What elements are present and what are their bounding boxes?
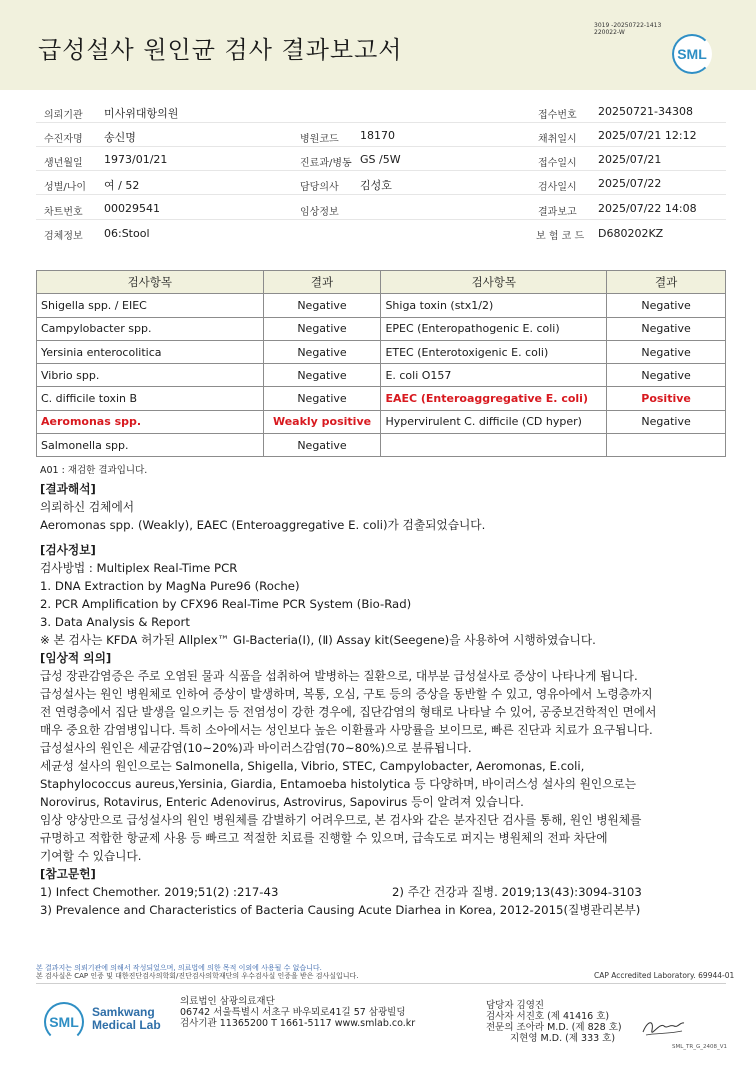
method-line: 2. PCR Amplification by CFX96 Real-Time PCR System (Bio-Rad) [40, 597, 412, 611]
test-item: Shiga toxin (stx1/2) [381, 294, 607, 317]
test-result-positive: Weakly positive [263, 410, 381, 433]
table-row [37, 317, 726, 340]
interpretation-section [40, 480, 485, 534]
clinical-line: 임상 양상만으로 급성설사의 원인 병원체를 감별하기 어려우므로, 본 검사와 같은 분자진단 검사를 통해, 원인 병원체를 [40, 813, 642, 827]
column-header-result: 결과 [607, 271, 726, 294]
method-line: 검사방법 : Multiplex Real-Time PCR [40, 561, 238, 575]
birth-label: 생년월일 [44, 158, 83, 169]
sex-age-value: 여 / 52 [104, 179, 140, 192]
address-line: 검사기관 11365200 T 1661-5117 www.smlab.co.kr [180, 1018, 416, 1029]
test-result: Negative [263, 387, 381, 410]
references-heading: [참고문헌] [40, 867, 96, 881]
report-date-label: 결과보고 [538, 207, 577, 218]
test-result: Negative [607, 340, 726, 363]
test-date-label: 검사일시 [538, 182, 577, 193]
sml-lab-logo-text: SML [49, 1014, 79, 1030]
retest-note: A01 : 재검한 결과입니다. [40, 465, 148, 476]
clinical-line: 세균성 설사의 원인으로는 Salmonella, Shigella, Vibrio, STEC, Campylobacter, Aeromonas, E.coli, [40, 759, 585, 773]
report-date-value: 2025/07/22 14:08 [598, 202, 697, 215]
receipt-date-label: 접수일시 [538, 158, 577, 169]
test-item: ETEC (Enterotoxigenic E. coli) [381, 340, 607, 363]
address-line: 06742 서울특별시 서초구 바우뫼로41길 57 삼광빌딩 [180, 1007, 406, 1018]
test-result: Negative [263, 340, 381, 363]
clinical-line: 급성설사의 원인은 세균감염(10~20%)과 바이러스감염(70~80%)으로 분류됩니다. [40, 741, 472, 755]
clinical-heading: [임상적 의의] [40, 651, 112, 665]
test-item: Salmonella spp. [37, 434, 264, 457]
sex-age-label: 성별/나이 [44, 182, 87, 193]
footer-divider [36, 983, 726, 984]
lab-name-line: Samkwang [92, 1005, 155, 1019]
references-row [40, 883, 656, 901]
address-line: 의료법인 삼광의료재단 [180, 996, 275, 1007]
test-result: Negative [263, 294, 381, 317]
staff-line: 전문의 조아라 M.D. (제 828 호) [486, 1022, 622, 1033]
test-item: EPEC (Enteropathogenic E. coli) [381, 317, 607, 340]
staff-line: 지현영 M.D. (제 333 호) [510, 1033, 616, 1044]
recipient-value: 송신명 [104, 131, 136, 144]
reference-item: 2) 주간 건강과 질병. 2019;13(43):3094-3103 [392, 885, 642, 899]
info-divider [36, 122, 726, 123]
clinical-line: 규명하고 적합한 항균제 사용 등 빠르고 적절한 치료를 진행할 수 있으며, 급속도로 퍼지는 병원체의 전파 차단에 [40, 831, 608, 845]
method-line: ※ 본 검사는 KFDA 허가된 Allplex™ GI-Bacteria(Ⅰ), (Ⅱ) Assay kit(Seegene)을 사용하여 시행하였습니다. [40, 633, 596, 647]
clinical-section [40, 649, 656, 919]
requesting-org-label: 의뢰기관 [44, 110, 83, 121]
document-code [594, 22, 661, 36]
info-divider [36, 170, 726, 171]
table-row [37, 294, 726, 317]
footer-notice: 본 결과지는 의뢰기관에 의해서 작성되었으며, 의료법에 의한 목적 이외에 사용될 수 없습니다. [36, 964, 322, 972]
method-heading: [검사정보] [40, 543, 96, 557]
lab-address [180, 996, 415, 1029]
test-result: Negative [607, 410, 726, 433]
test-item: E. coli O157 [381, 364, 607, 387]
specimen-value: 06:Stool [104, 227, 150, 240]
collection-date-value: 2025/07/21 12:12 [598, 129, 697, 142]
birth-value: 1973/01/21 [104, 153, 168, 166]
dept-value: GS /5W [360, 153, 401, 166]
test-result: Negative [607, 294, 726, 317]
test-item-positive: Aeromonas spp. [37, 410, 264, 433]
table-header-row [37, 271, 726, 294]
test-item: Vibrio spp. [37, 364, 264, 387]
sml-logo-text: SML [677, 46, 707, 62]
reference-item: 1) Infect Chemother. 2019;51(2) :217-43 [40, 885, 279, 899]
table-row [37, 364, 726, 387]
clinical-line: 매우 중요한 감염병입니다. 특히 소아에서는 성인보다 높은 이환률과 사망률을 보이므로, 빠른 진단과 치료가 요구됩니다. [40, 723, 653, 737]
column-header-test-item: 검사항목 [381, 271, 607, 294]
lab-name [92, 1006, 161, 1032]
table-row [37, 340, 726, 363]
test-item: Shigella spp. / EIEC [37, 294, 264, 317]
interpretation-heading: [결과해석] [40, 482, 96, 496]
lab-name-line: Medical Lab [92, 1018, 161, 1032]
info-divider [36, 194, 726, 195]
interpretation-line: 의뢰하신 검체에서 [40, 500, 135, 514]
footer-notice: 본 검사실은 CAP 인증 및 대한진단검사의학회/진단검사의학재단의 우수검사실 인증을 받은 검사실입니다. [36, 972, 359, 980]
info-divider [36, 219, 726, 220]
test-result-positive: Positive [607, 387, 726, 410]
test-result: Negative [607, 317, 726, 340]
test-result: Negative [607, 364, 726, 387]
test-date-value: 2025/07/22 [598, 177, 662, 190]
test-item: Campylobacter spp. [37, 317, 264, 340]
test-item [381, 434, 607, 457]
clinical-line: 급성설사는 원인 병원체로 인하여 증상이 발생하며, 복통, 오심, 구토 등의 증상을 동반할 수 있고, 영유아에서 노령층까지 [40, 687, 653, 701]
clinical-info-label: 임상정보 [300, 207, 339, 218]
test-item: C. difficile toxin B [37, 387, 264, 410]
test-result: Negative [263, 364, 381, 387]
document-code-line-2: 220022-W [594, 29, 625, 36]
dept-label: 진료과/병동 [300, 158, 352, 169]
receipt-date-value: 2025/07/21 [598, 153, 662, 166]
signature-icon [640, 1014, 686, 1040]
doctor-label: 담당의사 [300, 182, 339, 193]
receipt-no-value: 20250721-34308 [598, 105, 693, 118]
chart-no-label: 차트번호 [44, 207, 83, 218]
chart-no-value: 00029541 [104, 202, 160, 215]
sml-lab-logo-icon [44, 1002, 84, 1042]
staff-line: 검사자 서진호 (제 41416 호) [486, 1011, 610, 1022]
clinical-line: 전 연령층에서 집단 발생을 일으키는 등 전염성이 강한 경우에, 집단감염의 형태로 나타날 수 있어, 공중보건학적인 면에서 [40, 705, 657, 719]
hospital-code-value: 18170 [360, 129, 395, 142]
column-header-result: 결과 [263, 271, 381, 294]
results-table [36, 270, 726, 457]
test-result: Negative [263, 317, 381, 340]
insurance-code-label: 보 험 코 드 [536, 231, 585, 242]
clinical-line: Norovirus, Rotavirus, Enteric Adenovirus, Astrovirus, Sapovirus 등이 알려져 있습니다. [40, 795, 524, 809]
table-row [37, 434, 726, 457]
clinical-line: 기여할 수 있습니다. [40, 849, 142, 863]
method-line: 1. DNA Extraction by MagNa Pure96 (Roche) [40, 579, 300, 593]
staff-line: 담당자 김영진 [486, 1000, 545, 1011]
method-line: 3. Data Analysis & Report [40, 615, 190, 629]
table-row [37, 387, 726, 410]
doctor-value: 김성호 [360, 179, 392, 192]
interpretation-line: Aeromonas spp. (Weakly), EAEC (Enteroaggregative E. coli)가 검출되었습니다. [40, 518, 486, 532]
clinical-line: Staphylococcus aureus,Yersinia, Giardia, Entamoeba histolytica 등 다양하며, 바이러스성 설사의 원인으로는 [40, 777, 637, 791]
report-title: 급성설사 원인균 검사 결과보고서 [38, 36, 403, 64]
test-item-positive: EAEC (Enteroaggregative E. coli) [381, 387, 607, 410]
info-divider [36, 146, 726, 147]
test-result: Negative [263, 434, 381, 457]
reference-item: 3) Prevalence and Characteristics of Bacteria Causing Acute Diarhea in Korea, 2012-2015(질병관리본부) [40, 903, 641, 917]
collection-date-label: 채취일시 [538, 134, 577, 145]
requesting-org-value: 미사위대항의원 [104, 107, 179, 120]
clinical-line: 급성 장관감염증은 주로 오염된 물과 식품을 섭취하여 발병하는 질환으로, 대부분 급성설사로 증상이 나타나게 됩니다. [40, 669, 638, 683]
test-item: Yersinia enterocolitica [37, 340, 264, 363]
table-row [37, 410, 726, 433]
specimen-label: 검체정보 [44, 231, 83, 242]
recipient-label: 수진자명 [44, 134, 83, 145]
document-code-line-1: 3019 -20250722-1413 [594, 22, 662, 29]
insurance-code-value: D680202KZ [598, 227, 664, 240]
report-header [0, 0, 756, 90]
test-result [607, 434, 726, 457]
receipt-no-label: 접수번호 [538, 110, 577, 121]
cap-accreditation: CAP Accredited Laboratory. 69944-01 [594, 971, 735, 980]
hospital-code-label: 병원코드 [300, 134, 339, 145]
test-item: Hypervirulent C. difficile (CD hyper) [381, 410, 607, 433]
staff-list [486, 1000, 622, 1044]
method-section [40, 541, 596, 649]
form-code: SML_TR_G_2408_V1 [672, 1044, 728, 1050]
sml-logo-icon [672, 34, 712, 74]
column-header-test-item: 검사항목 [37, 271, 264, 294]
